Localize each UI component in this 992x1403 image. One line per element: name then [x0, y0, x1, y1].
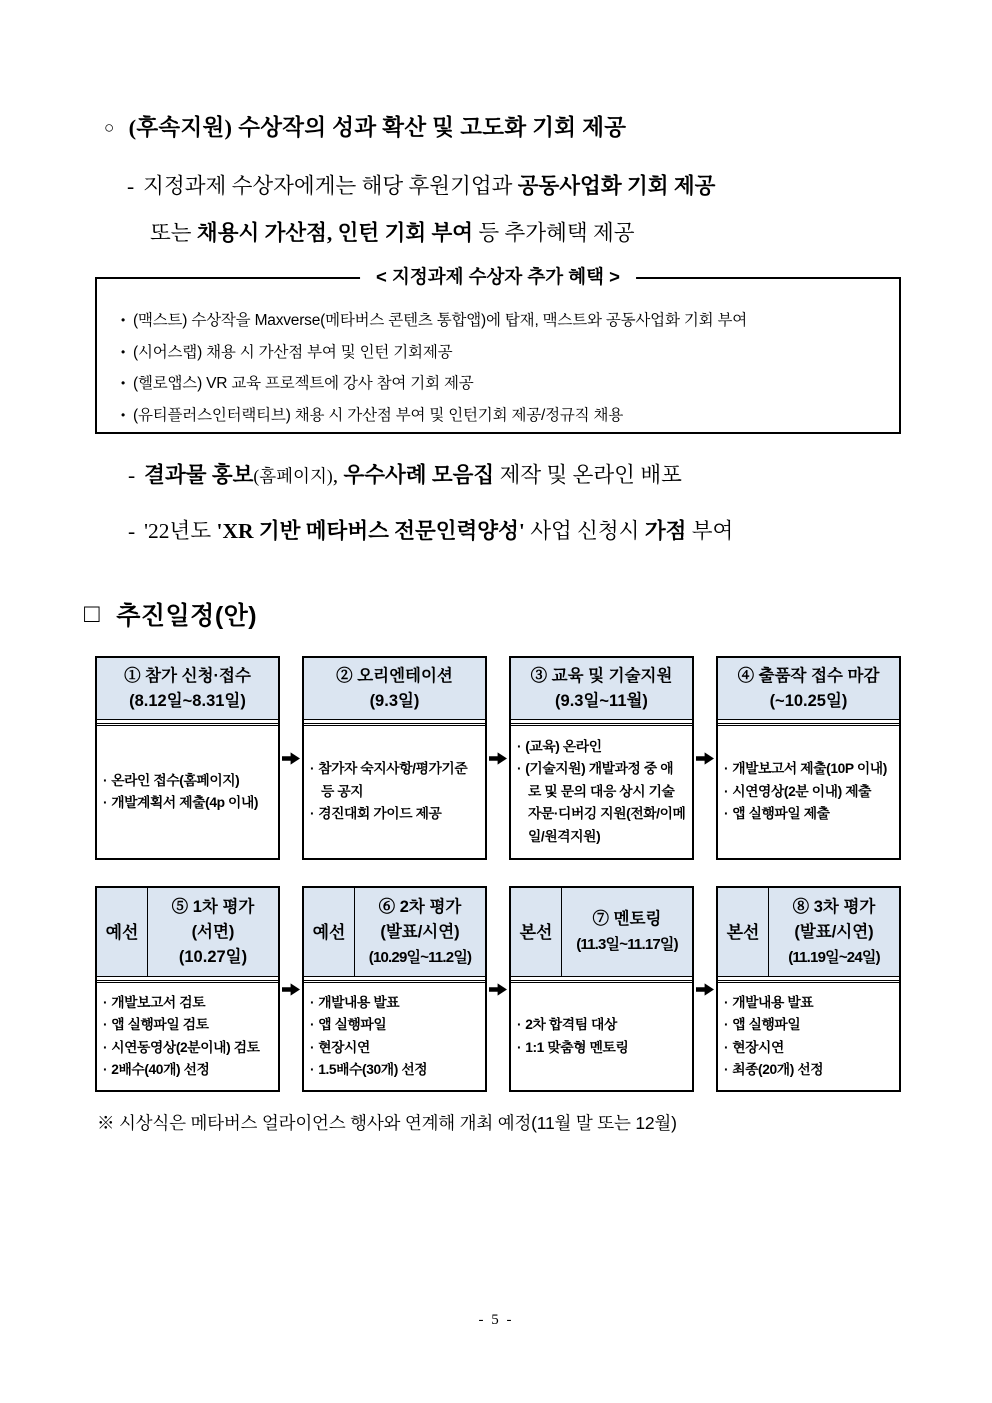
square-bullet-icon: □ [84, 598, 101, 628]
results-text: , [332, 463, 344, 487]
schedule-step-8-box [716, 886, 901, 1092]
bullet-icon: · [310, 761, 315, 777]
bullet-icon: · [103, 772, 108, 788]
arrow-right-icon [281, 982, 301, 997]
step-body [97, 723, 278, 858]
step-header-main [148, 888, 278, 976]
step-item [517, 1037, 686, 1060]
bullet-icon: · [310, 1062, 315, 1077]
step-subtitle: (서면) [191, 922, 235, 941]
benefits-box [95, 266, 901, 434]
step-date: (10.27일) [178, 947, 248, 966]
stage-tag: 본선 [511, 888, 562, 976]
step-item [517, 1014, 686, 1037]
schedule-step-2-box [302, 656, 487, 860]
step-item-text: 앱 실행파일 검토 [111, 1017, 209, 1032]
step-item-text: 개발내용 발표 [318, 994, 400, 1010]
step-item-text: 시연영상(2분 이내) 제출 [732, 783, 872, 799]
step-header [718, 658, 899, 720]
arrow-gap [487, 656, 509, 860]
step-item-text: 개발보고서 검토 [111, 994, 206, 1010]
step-header [97, 658, 278, 720]
bullet-icon: · [724, 783, 729, 799]
dash-marker: - [127, 174, 135, 198]
step-title: ② 오리엔테이션 [336, 666, 453, 685]
results-text: 제작 및 온라인 배포 [494, 463, 682, 487]
step-item-text: 1.5배수(30개) 선정 [318, 1062, 428, 1077]
step-item [724, 1037, 893, 1060]
step-item [103, 992, 272, 1015]
schedule-step-5-box [95, 886, 280, 1092]
step-date: (~10.25일) [769, 691, 848, 710]
step-item [310, 1059, 479, 1082]
step-date: (9.3일) [369, 691, 420, 710]
results-text-bold: 결과물 홍보 [144, 463, 254, 487]
stage-tag: 본선 [718, 888, 769, 976]
benefit-item-text: (유티플러스인터랙티브) 채용 시 가산점 부여 및 인턴기회 제공/정규직 채용 [133, 406, 624, 424]
step-item-text: 현장시연 [318, 1039, 370, 1055]
bullet-icon: · [103, 1039, 108, 1055]
step-header [511, 888, 692, 977]
arrow-right-icon [281, 751, 301, 766]
step-item [517, 758, 686, 848]
step-body [97, 980, 278, 1090]
awards-note: ※ 시상식은 메타버스 얼라이언스 행사와 연계해 개최 예정(11월 말 또는 12월) [97, 1113, 677, 1133]
stage-tag: 예선 [304, 888, 355, 976]
bullet-icon: · [724, 806, 729, 822]
bullet-icon: · [103, 795, 108, 810]
step-date: (11.3일~11.17일) [576, 936, 678, 953]
circle-bullet-icon: ○ [104, 118, 115, 137]
step-item [103, 1014, 272, 1037]
schedule-row-1 [95, 656, 901, 860]
results-text-bold: 'XR 기반 메타버스 전문인력양성' [216, 519, 525, 543]
intro-sub-text-bold: 공동사업화 기회 제공 [517, 174, 716, 198]
arrow-gap [280, 656, 302, 860]
step-item-text: 경진대회 가이드 제공 [318, 806, 442, 822]
step-title: ⑦ 멘토링 [592, 910, 662, 928]
bullet-icon: · [310, 994, 315, 1010]
results-text-small: (홈페이지) [253, 466, 333, 486]
step-item-text: (기술지원) 개발과정 중 애로 및 문의 대응 상시 기술자문·디버깅 지원(전화/이메일/원격지원) [525, 761, 686, 844]
step-item [103, 792, 272, 815]
schedule-step-7-box [509, 886, 694, 1092]
step-item [103, 770, 272, 793]
step-item [724, 758, 893, 781]
arrow-gap [487, 886, 509, 1092]
benefits-list [121, 305, 891, 431]
step-header-main [562, 888, 692, 976]
results-text: 부여 [686, 519, 734, 543]
bullet-icon: · [103, 994, 108, 1010]
stage-tag: 예선 [97, 888, 148, 976]
intro-sub-text-bold: 채용시 가산점, 인턴 기회 부여 [196, 221, 474, 245]
step-item-text: 개발내용 발표 [732, 994, 814, 1010]
benefit-item [121, 305, 891, 337]
step-item [310, 1014, 479, 1037]
step-item [724, 992, 893, 1015]
intro-sub-line1 [127, 163, 927, 210]
step-item [724, 781, 893, 804]
step-item [310, 803, 479, 826]
results-line2 [128, 511, 928, 551]
step-body [511, 723, 692, 858]
step-header [511, 658, 692, 720]
bullet-icon: · [724, 1062, 729, 1077]
benefits-box-title: < 지정과제 수상자 추가 혜택 > [360, 263, 636, 289]
step-item [310, 758, 479, 803]
step-item [103, 1037, 272, 1060]
bullet-icon: · [103, 1017, 108, 1032]
step-item [724, 803, 893, 826]
step-header-main [769, 888, 899, 976]
intro-sub-text: 또는 [150, 221, 197, 245]
bullet-icon: · [103, 1062, 108, 1077]
step-item-text: 1:1 맞춤형 멘토링 [525, 1039, 629, 1055]
step-item [724, 1014, 893, 1037]
intro-sub-line2 [127, 210, 927, 257]
bullet-icon: • [121, 376, 126, 390]
dash-marker: - [128, 463, 136, 487]
results-text: '22년도 [144, 519, 217, 543]
page-number: - 5 - [478, 1312, 514, 1328]
benefit-item-text: (시어스랩) 채용 시 가산점 부여 및 인턴 기회제공 [133, 343, 453, 361]
arrow-gap [280, 886, 302, 1092]
benefit-item [121, 368, 891, 400]
step-subtitle: (발표/시연) [794, 922, 874, 941]
intro-heading [104, 110, 924, 142]
step-item [310, 1037, 479, 1060]
step-item-text: (교육) 온라인 [525, 738, 602, 754]
benefit-item [121, 337, 891, 369]
step-item-text: 2배수(40개) 선정 [111, 1062, 210, 1077]
bullet-icon: · [310, 1017, 315, 1032]
step-date: (11.19일~24일) [788, 948, 880, 966]
arrow-right-icon [488, 751, 508, 766]
results-text-bold: 우수사례 모음집 [343, 463, 495, 487]
step-title: ⑥ 2차 평가 [378, 897, 462, 916]
schedule-step-6-box [302, 886, 487, 1092]
bullet-icon: · [517, 1017, 522, 1032]
step-title: ④ 출품작 접수 마감 [737, 666, 880, 685]
bullet-icon: • [121, 344, 126, 359]
step-header [97, 888, 278, 977]
schedule-step-3-box [509, 656, 694, 860]
bullet-icon: · [310, 1039, 315, 1055]
step-item-text: 2차 합격팀 대상 [525, 1017, 617, 1032]
step-item [310, 992, 479, 1015]
step-item-text: 최종(20개) 선정 [732, 1062, 824, 1077]
step-item [724, 1059, 893, 1082]
results-line1 [128, 455, 928, 496]
step-header [718, 888, 899, 977]
intro-sub-text: 지정과제 수상자에게는 해당 후원기업과 [143, 174, 518, 198]
step-title: ① 참가 신청·접수 [124, 666, 251, 685]
step-header [304, 888, 485, 977]
arrow-right-icon [695, 751, 715, 766]
bullet-icon: · [724, 761, 729, 777]
schedule-step-4-box [716, 656, 901, 860]
benefit-item-text: (맥스트) 수상작을 Maxverse(메타버스 콘텐츠 통합앱)에 탑재, 맥스트와 공동사업화 기회 부여 [133, 312, 748, 329]
step-item-text: 앱 실행파일 [732, 1017, 801, 1032]
schedule-row-2 [95, 886, 901, 1092]
step-item [517, 736, 686, 759]
benefit-item [121, 400, 891, 432]
arrow-right-icon [695, 982, 715, 997]
bullet-icon: · [724, 1017, 729, 1032]
intro-heading-text: (후속지원) 수상작의 성과 확산 및 고도화 기회 제공 [128, 115, 627, 140]
step-item-text: 참가자 숙지사항/평가기준 등 공지 [318, 761, 468, 799]
step-title: ⑧ 3차 평가 [792, 897, 876, 916]
step-header-main [355, 888, 485, 976]
results-section [128, 455, 928, 566]
step-body [304, 723, 485, 858]
step-header [304, 658, 485, 720]
bullet-icon: • [121, 313, 126, 327]
step-date: (9.3일~11월) [555, 691, 648, 710]
bullet-icon: • [121, 407, 126, 422]
step-body [718, 723, 899, 858]
step-body [511, 980, 692, 1090]
step-item [103, 1059, 272, 1082]
results-text-bold: 가점 [644, 519, 687, 543]
step-title: ⑤ 1차 평가 [171, 897, 255, 916]
bullet-icon: · [724, 1039, 729, 1055]
bullet-icon: · [310, 806, 315, 822]
schedule-step-1-box [95, 656, 280, 860]
bullet-icon: · [517, 761, 522, 777]
step-date: (8.12일~8.31일) [129, 691, 246, 710]
step-item-text: 앱 실행파일 제출 [732, 806, 830, 822]
step-date: (10.29일~11.2일) [368, 948, 472, 966]
step-title: ③ 교육 및 기술지원 [530, 666, 673, 685]
step-item-text: 개발계획서 제출(4p 이내) [111, 795, 259, 810]
intro-sub [127, 163, 927, 257]
step-item-text: 시연동영상(2분이내) 검토 [111, 1039, 260, 1055]
step-item-text: 앱 실행파일 [318, 1017, 387, 1032]
benefit-item-text: (헬로앱스) VR 교육 프로젝트에 강사 참여 기회 제공 [133, 375, 474, 392]
arrow-gap [694, 656, 716, 860]
arrow-right-icon [488, 982, 508, 997]
arrow-gap [694, 886, 716, 1092]
step-body [304, 980, 485, 1090]
step-body [718, 980, 899, 1090]
bullet-icon: · [517, 1039, 522, 1055]
step-item-text: 온라인 접수(홈페이지) [111, 772, 240, 788]
schedule-section-title [84, 596, 257, 632]
schedule-section-title-text: 추진일정(안) [116, 602, 258, 630]
intro-sub-text: 등 추가혜택 제공 [473, 221, 635, 245]
dash-marker: - [128, 519, 136, 543]
step-subtitle: (발표/시연) [380, 922, 460, 941]
bullet-icon: · [517, 738, 522, 754]
step-item-text: 개발보고서 제출(10P 이내) [732, 761, 887, 777]
step-item-text: 현장시연 [732, 1039, 784, 1055]
results-text: 사업 신청시 [524, 519, 645, 543]
bullet-icon: · [724, 994, 729, 1010]
